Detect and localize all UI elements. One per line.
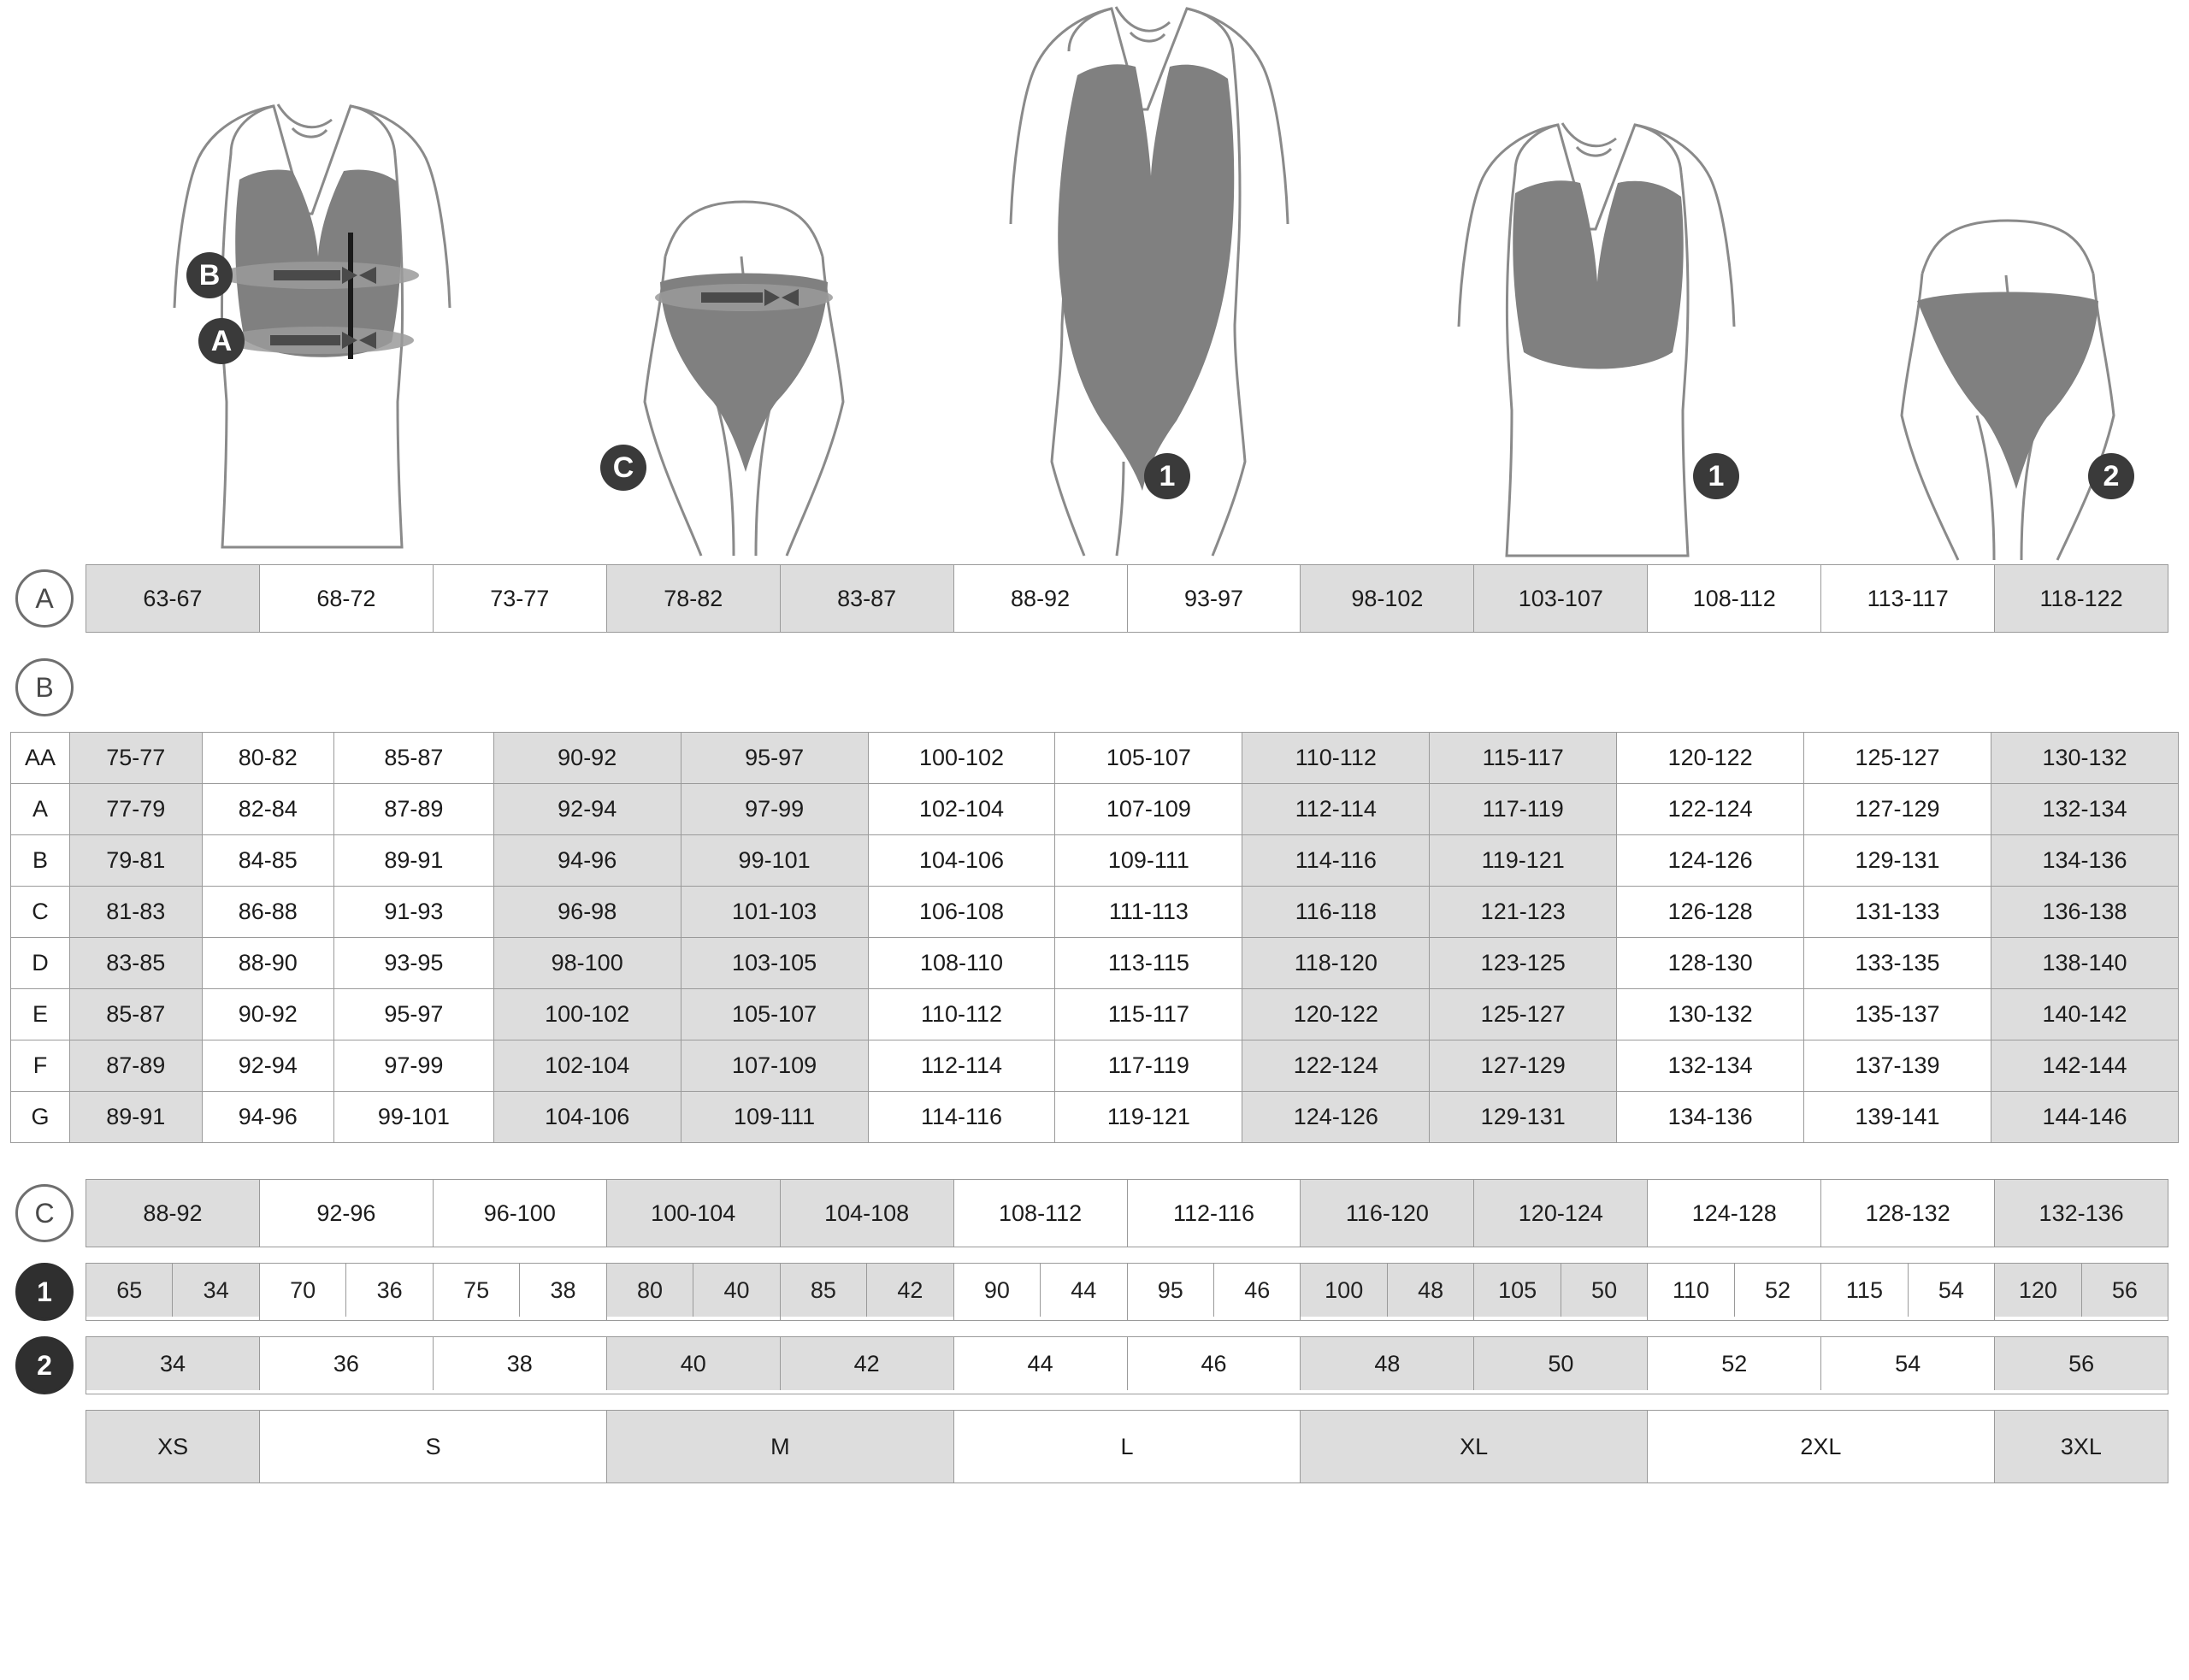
table-cell-pair xyxy=(607,1264,781,1320)
table-cell: 84-85 xyxy=(202,835,334,887)
table-cell-pair xyxy=(1821,1264,1995,1320)
table-cell: 44 xyxy=(954,1337,1128,1390)
table-cell: 113-115 xyxy=(1055,938,1242,989)
figure-hip-measurement xyxy=(564,0,923,564)
cup-label: D xyxy=(11,938,70,989)
table-cell: 137-139 xyxy=(1804,1040,1991,1092)
table-cell: 86-88 xyxy=(202,887,334,938)
table-cell: 92-96 xyxy=(260,1180,434,1247)
table-cell: 107-109 xyxy=(681,1040,868,1092)
table-cell: 100-102 xyxy=(868,733,1055,784)
badge-b-figure: B xyxy=(186,252,233,298)
table-cell: 44 xyxy=(1071,1276,1097,1303)
table-cell: 73-77 xyxy=(434,565,607,632)
figure-brief-size xyxy=(1864,0,2172,564)
table-cell: 108-112 xyxy=(1648,565,1821,632)
table-cell: 134-136 xyxy=(1991,835,2178,887)
table-cell: 90 xyxy=(954,1264,1041,1317)
table-cell: 46 xyxy=(1128,1337,1301,1390)
table-row xyxy=(11,1092,2179,1143)
table-cell: 105 xyxy=(1474,1264,1561,1317)
table-cell: 96-100 xyxy=(434,1180,607,1247)
badge-1b-figure: 1 xyxy=(1693,453,1739,499)
table-cell: 127-129 xyxy=(1430,1040,1617,1092)
table-cell: 52 xyxy=(1648,1337,1821,1390)
row-1-cells xyxy=(86,1263,2168,1321)
cup-label: B xyxy=(11,835,70,887)
table-cell: 110-112 xyxy=(868,989,1055,1040)
table-cell: 3XL xyxy=(1995,1411,2168,1483)
table-cell: 50 xyxy=(1561,1264,1647,1317)
table-cell: 127-129 xyxy=(1804,784,1991,835)
table-cell: 115-117 xyxy=(1055,989,1242,1040)
table-cell: 54 xyxy=(1821,1337,1995,1390)
table-cell: 133-135 xyxy=(1804,938,1991,989)
badge-c-figure: C xyxy=(600,445,646,491)
illustration-row xyxy=(0,0,2189,564)
table-cell: 136-138 xyxy=(1991,887,2178,938)
table-cell: 65 xyxy=(86,1264,173,1317)
cup-label: C xyxy=(11,887,70,938)
cup-label: E xyxy=(11,989,70,1040)
table-cell: 96-98 xyxy=(493,887,681,938)
table-cell: 131-133 xyxy=(1804,887,1991,938)
table-cell-pair xyxy=(1474,1264,1648,1320)
table-cell: 100-104 xyxy=(607,1180,781,1247)
table-cell: 130-132 xyxy=(1991,733,2178,784)
table-row xyxy=(11,784,2179,835)
table-cell: 114-116 xyxy=(868,1092,1055,1143)
table-cell: 103-107 xyxy=(1474,565,1648,632)
row-1-label: 1 xyxy=(15,1263,74,1321)
row-b-header xyxy=(0,658,2189,716)
table-row xyxy=(11,938,2179,989)
badge-1-figure: 1 xyxy=(1144,453,1190,499)
table-cell: 70 xyxy=(260,1264,346,1317)
row-c-label-wrap xyxy=(0,1179,86,1247)
row-2-cells xyxy=(86,1336,2168,1394)
table-cell: 52 xyxy=(1764,1276,1791,1303)
table-cell: M xyxy=(607,1411,954,1483)
table-cell: 122-124 xyxy=(1242,1040,1430,1092)
cup-label: G xyxy=(11,1092,70,1143)
table-cell: 120-122 xyxy=(1242,989,1430,1040)
table-cell-pair xyxy=(260,1264,434,1320)
table-cell: S xyxy=(260,1411,607,1483)
table-cell: 68-72 xyxy=(260,565,434,632)
table-cell: 120 xyxy=(1995,1264,2081,1317)
badge-2-figure: 2 xyxy=(2088,453,2134,499)
table-cell: 63-67 xyxy=(86,565,260,632)
table-cell: 128-130 xyxy=(1617,938,1804,989)
table-cell: 124-126 xyxy=(1617,835,1804,887)
table-cell: 87-89 xyxy=(334,784,494,835)
table-cell: 129-131 xyxy=(1804,835,1991,887)
table-cell: 106-108 xyxy=(868,887,1055,938)
table-cell: 83-87 xyxy=(781,565,954,632)
table-cell: 124-128 xyxy=(1648,1180,1821,1247)
table-cell: 118-122 xyxy=(1995,565,2168,632)
table-cell: 119-121 xyxy=(1430,835,1617,887)
table-cell: 117-119 xyxy=(1430,784,1617,835)
table-cell: 125-127 xyxy=(1804,733,1991,784)
table-cell: 89-91 xyxy=(334,835,494,887)
table-cell: 105-107 xyxy=(1055,733,1242,784)
table-cell: 102-104 xyxy=(868,784,1055,835)
table-cell: 36 xyxy=(260,1337,434,1390)
table-cell: 109-111 xyxy=(1055,835,1242,887)
table-cell: 95-97 xyxy=(681,733,868,784)
table-cell-pair xyxy=(86,1264,260,1320)
row-c-cells xyxy=(86,1179,2168,1247)
table-cell: 118-120 xyxy=(1242,938,1430,989)
table-cell: 75-77 xyxy=(70,733,203,784)
table-cell: 92-94 xyxy=(202,1040,334,1092)
table-cell: 104-106 xyxy=(493,1092,681,1143)
table-cell: 115 xyxy=(1821,1264,1908,1317)
row-2-label: 2 xyxy=(15,1336,74,1394)
table-cell: 40 xyxy=(607,1337,781,1390)
table-cell: 42 xyxy=(867,1264,953,1317)
table-cell: 38 xyxy=(434,1337,607,1390)
row-c xyxy=(0,1179,2189,1247)
table-cell: L xyxy=(954,1411,1301,1483)
table-cell: 138-140 xyxy=(1991,938,2178,989)
table-cell: 97-99 xyxy=(334,1040,494,1092)
table-cell: 100 xyxy=(1301,1264,1387,1317)
table-cell: 34 xyxy=(173,1264,258,1317)
table-cell: 110 xyxy=(1648,1264,1734,1317)
table-cell: 132-134 xyxy=(1617,1040,1804,1092)
table-cell: 50 xyxy=(1474,1337,1648,1390)
figure-one-piece xyxy=(941,0,1325,564)
figure-bra-size xyxy=(1385,0,1787,564)
table-cell: 116-118 xyxy=(1242,887,1430,938)
table-cell: 75 xyxy=(434,1264,520,1317)
table-cell: 117-119 xyxy=(1055,1040,1242,1092)
table-cell: 88-92 xyxy=(954,565,1128,632)
table-cell: 99-101 xyxy=(334,1092,494,1143)
table-row xyxy=(11,887,2179,938)
table-cell: 114-116 xyxy=(1242,835,1430,887)
table-cell: XL xyxy=(1301,1411,1648,1483)
row-sizes-label-wrap xyxy=(0,1410,86,1483)
table-cell: 115-117 xyxy=(1430,733,1617,784)
table-cell: 108-110 xyxy=(868,938,1055,989)
table-cell: 142-144 xyxy=(1991,1040,2178,1092)
row-2 xyxy=(0,1336,2189,1394)
table-cell: 102-104 xyxy=(493,1040,681,1092)
table-cell: 135-137 xyxy=(1804,989,1991,1040)
table-cell: 77-79 xyxy=(70,784,203,835)
table-cell: 80-82 xyxy=(202,733,334,784)
table-cell: 81-83 xyxy=(70,887,203,938)
table-cell: 126-128 xyxy=(1617,887,1804,938)
table-cell: 130-132 xyxy=(1617,989,1804,1040)
row-b-label: B xyxy=(15,658,74,716)
table-cell: 124-126 xyxy=(1242,1092,1430,1143)
row-a-label: A xyxy=(15,569,74,628)
table-cell: 128-132 xyxy=(1821,1180,1995,1247)
cup-label: AA xyxy=(11,733,70,784)
cup-label: F xyxy=(11,1040,70,1092)
table-cell: 93-97 xyxy=(1128,565,1301,632)
table-cell: 105-107 xyxy=(681,989,868,1040)
table-row xyxy=(11,989,2179,1040)
table-cell: 108-112 xyxy=(954,1180,1128,1247)
row-1-label-wrap xyxy=(0,1263,86,1321)
table-cell: 132-134 xyxy=(1991,784,2178,835)
table-cell: 85-87 xyxy=(70,989,203,1040)
table-cell: 95 xyxy=(1128,1264,1214,1317)
table-cell-pair xyxy=(954,1264,1128,1320)
table-cell: 113-117 xyxy=(1821,565,1995,632)
table-cell: 94-96 xyxy=(493,835,681,887)
table-cell: 140-142 xyxy=(1991,989,2178,1040)
table-cell: 97-99 xyxy=(681,784,868,835)
row-a-cells xyxy=(86,564,2168,633)
figure-bra-measurements xyxy=(103,0,513,564)
table-cell: 101-103 xyxy=(681,887,868,938)
table-cell: 129-131 xyxy=(1430,1092,1617,1143)
table-cell: 119-121 xyxy=(1055,1092,1242,1143)
table-cell: 48 xyxy=(1301,1337,1474,1390)
table-cell: 56 xyxy=(1995,1337,2168,1390)
row-a-label-wrap xyxy=(0,564,86,633)
table-cell: 78-82 xyxy=(607,565,781,632)
table-cell: 89-91 xyxy=(70,1092,203,1143)
row-2-label-wrap xyxy=(0,1336,86,1394)
table-cell: 90-92 xyxy=(202,989,334,1040)
table-cell: 112-114 xyxy=(868,1040,1055,1092)
table-cell: 92-94 xyxy=(493,784,681,835)
table-cell: 80 xyxy=(607,1264,693,1317)
table-cell: 139-141 xyxy=(1804,1092,1991,1143)
table-cell: 120-124 xyxy=(1474,1180,1648,1247)
table-cell: 107-109 xyxy=(1055,784,1242,835)
cup-label: A xyxy=(11,784,70,835)
table-cell: 2XL xyxy=(1648,1411,1995,1483)
badge-a-figure: A xyxy=(198,318,245,364)
table-cell: 56 xyxy=(2082,1264,2168,1317)
table-cell: 110-112 xyxy=(1242,733,1430,784)
table-cell: 90-92 xyxy=(493,733,681,784)
row-a xyxy=(0,564,2189,633)
table-cell: 42 xyxy=(781,1337,954,1390)
row-sizes-cells xyxy=(86,1410,2168,1483)
table-cell: 134-136 xyxy=(1617,1092,1804,1143)
table-cell: 95-97 xyxy=(334,989,494,1040)
table-cell-pair xyxy=(1128,1264,1301,1320)
table-cell: 109-111 xyxy=(681,1092,868,1143)
table-cell: 85 xyxy=(781,1264,867,1317)
table-cell: 122-124 xyxy=(1617,784,1804,835)
table-cell: 98-102 xyxy=(1301,565,1474,632)
table-cell: 91-93 xyxy=(334,887,494,938)
table-cell: 48 xyxy=(1388,1264,1473,1317)
table-cell-pair xyxy=(781,1264,954,1320)
row-1 xyxy=(0,1263,2189,1321)
row-letter-sizes xyxy=(0,1410,2189,1483)
table-row xyxy=(11,733,2179,784)
table-row xyxy=(11,835,2179,887)
table-cell: 112-114 xyxy=(1242,784,1430,835)
table-cell: 94-96 xyxy=(202,1092,334,1143)
table-cell: 79-81 xyxy=(70,835,203,887)
table-cell: 83-85 xyxy=(70,938,203,989)
table-cell: 99-101 xyxy=(681,835,868,887)
table-cell: 88-90 xyxy=(202,938,334,989)
table-cell: 112-116 xyxy=(1128,1180,1301,1247)
table-cell: 85-87 xyxy=(334,733,494,784)
table-cell: 82-84 xyxy=(202,784,334,835)
table-cell: 40 xyxy=(693,1264,779,1317)
table-cell: 100-102 xyxy=(493,989,681,1040)
table-cell: 144-146 xyxy=(1991,1092,2178,1143)
table-cell: 38 xyxy=(550,1276,576,1303)
table-cell: XS xyxy=(86,1411,260,1483)
table-cell: 46 xyxy=(1244,1276,1271,1303)
table-row xyxy=(11,1040,2179,1092)
table-cell: 116-120 xyxy=(1301,1180,1474,1247)
row-b-label-wrap xyxy=(0,658,86,716)
table-cell: 125-127 xyxy=(1430,989,1617,1040)
table-cell: 132-136 xyxy=(1995,1180,2168,1247)
table-cell: 36 xyxy=(376,1276,403,1303)
table-cell: 104-106 xyxy=(868,835,1055,887)
table-cell: 93-95 xyxy=(334,938,494,989)
table-cell: 111-113 xyxy=(1055,887,1242,938)
table-cell: 54 xyxy=(1938,1276,1964,1303)
table-cell: 121-123 xyxy=(1430,887,1617,938)
table-cell: 104-108 xyxy=(781,1180,954,1247)
table-cell: 88-92 xyxy=(86,1180,260,1247)
cup-size-table xyxy=(10,732,2179,1143)
table-cell: 103-105 xyxy=(681,938,868,989)
table-cell: 87-89 xyxy=(70,1040,203,1092)
table-cell-pair xyxy=(434,1264,607,1320)
table-cell-pair xyxy=(1301,1264,1474,1320)
row-c-label: C xyxy=(15,1184,74,1242)
table-cell: 123-125 xyxy=(1430,938,1617,989)
table-cell: 34 xyxy=(86,1337,260,1390)
table-cell: 98-100 xyxy=(493,938,681,989)
table-cell-pair xyxy=(1995,1264,2168,1320)
table-cell-pair xyxy=(1648,1264,1821,1320)
table-cell: 120-122 xyxy=(1617,733,1804,784)
